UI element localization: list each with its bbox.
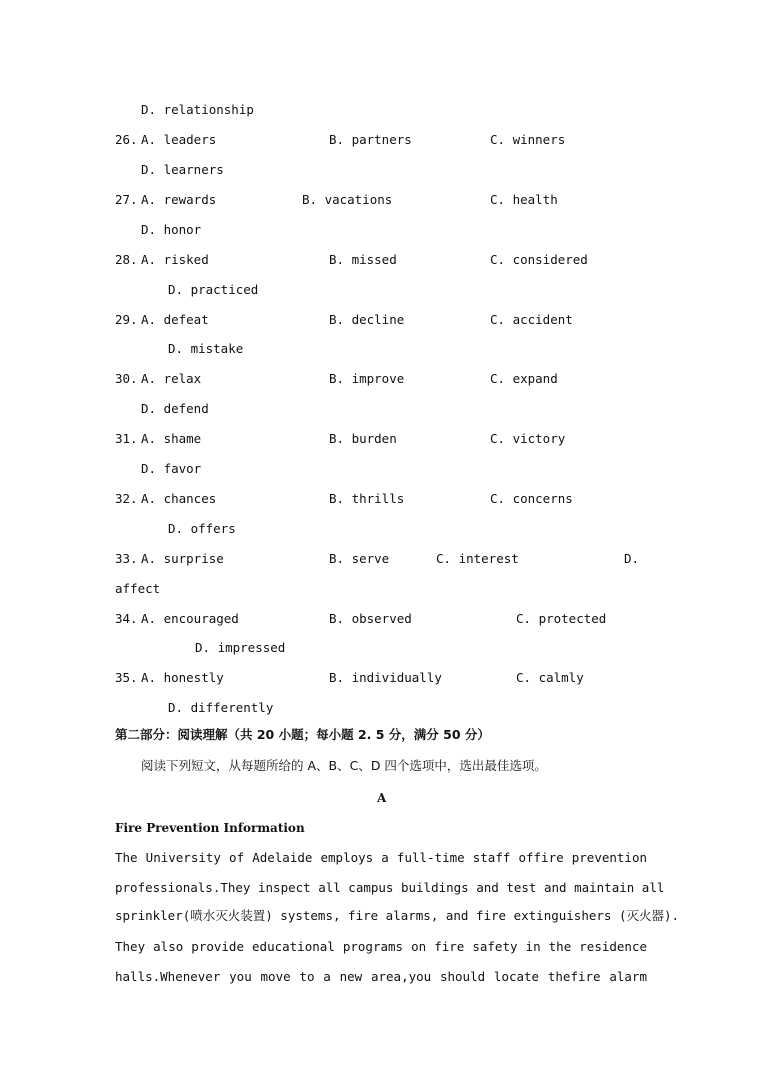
option-31-d: D. favor (141, 461, 202, 476)
option-27-a: A. rewards (141, 192, 217, 207)
option-30-c: C. expand (490, 371, 558, 386)
passage-line-2: professionals.They inspect all campus buildings and test and maintain all (115, 880, 665, 895)
section-title: 第二部分：阅读理解（共 20 小题；每小题 2. 5 分，满分 50 分） (115, 727, 490, 742)
option-35-d: D. differently (168, 700, 274, 715)
option-25-d: D. relationship (141, 102, 254, 117)
option-28-d: D. practiced (168, 282, 259, 297)
option-29-a: A. defeat (141, 312, 209, 327)
question-28-number: 28. (115, 252, 138, 267)
option-28-c: C. considered (490, 252, 588, 267)
option-34-c: C. protected (516, 611, 607, 626)
option-30-b: B. improve (329, 371, 405, 386)
option-27-b: B. vacations (302, 192, 393, 207)
option-32-a: A. chances (141, 491, 217, 506)
option-33-c: C. interest (436, 551, 519, 566)
option-26-c: C. winners (490, 132, 566, 147)
option-34-b: B. observed (329, 611, 412, 626)
option-33-d-letter: D. (624, 551, 640, 566)
question-31-number: 31. (115, 431, 138, 446)
option-34-a: A. encouraged (141, 611, 239, 626)
option-32-b: B. thrills (329, 491, 405, 506)
passage-line-4: They also provide educational programs on fire safety in the residence (115, 939, 647, 954)
option-26-a: A. leaders (141, 132, 217, 147)
passage-line-3: sprinkler(喷水灭火装置) systems, fire alarms, and fire extinguishers (灭火器). (115, 908, 680, 923)
option-32-d: D. offers (168, 521, 236, 536)
option-31-b: B. burden (329, 431, 397, 446)
question-35-number: 35. (115, 670, 138, 685)
option-31-a: A. shame (141, 431, 202, 446)
option-29-d: D. mistake (168, 341, 244, 356)
question-30-number: 30. (115, 371, 138, 386)
option-33-a: A. surprise (141, 551, 224, 566)
option-26-d: D. learners (141, 162, 224, 177)
option-32-c: C. concerns (490, 491, 573, 506)
option-30-a: A. relax (141, 371, 202, 386)
option-30-d: D. defend (141, 401, 209, 416)
passage-letter: A (377, 791, 387, 805)
question-29-number: 29. (115, 312, 138, 327)
question-32-number: 32. (115, 491, 138, 506)
option-29-b: B. decline (329, 312, 405, 327)
option-29-c: C. accident (490, 312, 573, 327)
option-33-b: B. serve (329, 551, 390, 566)
option-26-b: B. partners (329, 132, 412, 147)
question-34-number: 34. (115, 611, 138, 626)
option-28-a: A. risked (141, 252, 209, 267)
option-35-b: B. individually (329, 670, 442, 685)
option-33-d-text: affect (115, 581, 161, 596)
option-28-b: B. missed (329, 252, 397, 267)
question-26-number: 26. (115, 132, 138, 147)
option-27-c: C. health (490, 192, 558, 207)
question-33-number: 33. (115, 551, 138, 566)
question-27-number: 27. (115, 192, 138, 207)
option-34-d: D. impressed (195, 640, 286, 655)
option-35-c: C. calmly (516, 670, 584, 685)
passage-title: Fire Prevention Information (115, 821, 305, 835)
section-instruction: 阅读下列短文，从每题所给的 A、B、C、D 四个选项中，选出最佳选项。 (141, 758, 547, 773)
option-35-a: A. honestly (141, 670, 224, 685)
passage-line-5: halls.Whenever you move to a new area,you should locate thefire alarm (115, 969, 647, 984)
option-27-d: D. honor (141, 222, 202, 237)
passage-line-1: The University of Adelaide employs a full-time staff offire prevention (115, 850, 647, 865)
option-31-c: C. victory (490, 431, 566, 446)
